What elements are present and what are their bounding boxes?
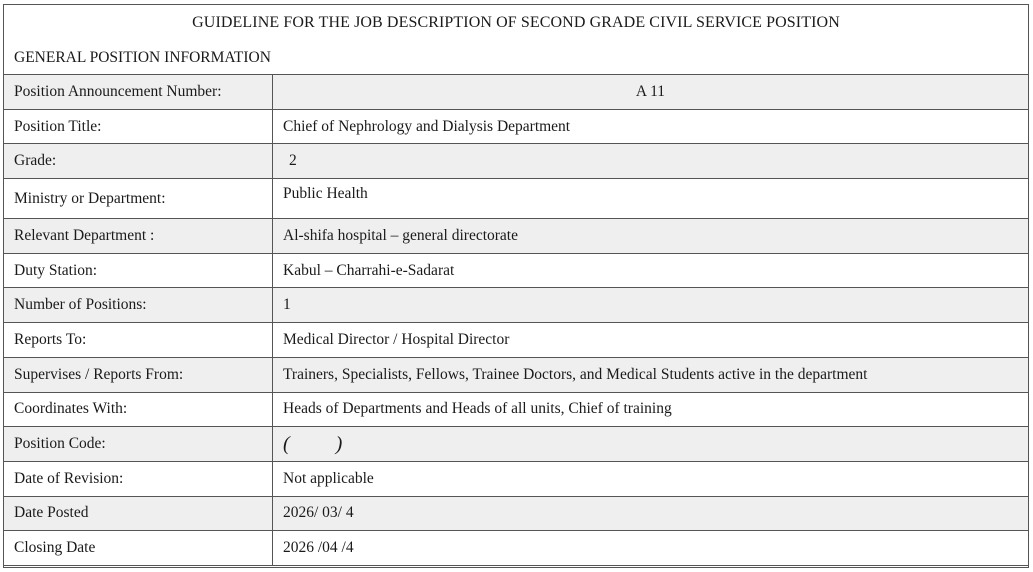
field-label: Duty Station:	[4, 253, 273, 288]
field-value: 1	[273, 288, 1029, 323]
table-row	[4, 288, 1029, 323]
table-row	[4, 531, 1029, 566]
table-row	[4, 75, 1029, 110]
field-label: Reports To:	[4, 323, 273, 358]
field-label: Ministry or Department:	[4, 179, 273, 219]
position-info-table	[3, 74, 1029, 566]
field-value: Medical Director / Hospital Director	[273, 323, 1029, 358]
field-value: Not applicable	[273, 461, 1029, 496]
table-row	[4, 109, 1029, 144]
field-value: 2026/ 03/ 4	[273, 496, 1029, 531]
field-label: Supervises / Reports From:	[4, 357, 273, 392]
field-value: Public Health	[273, 179, 1029, 219]
field-value: A 11	[273, 75, 1029, 110]
field-value: 2026 /04 /4	[273, 531, 1029, 566]
field-value: Heads of Departments and Heads of all units, Chief of training	[273, 392, 1029, 427]
document-title: GUIDELINE FOR THE JOB DESCRIPTION OF SECOND GRADE CIVIL SERVICE POSITION	[192, 14, 840, 31]
field-label: Position Title:	[4, 109, 273, 144]
position-code-value	[273, 427, 1029, 462]
table-row	[4, 427, 1029, 462]
field-label: Position Announcement Number:	[4, 75, 273, 110]
table-row	[4, 253, 1029, 288]
field-value: Trainers, Specialists, Fellows, Trainee Doctors, and Medical Students active in the department	[273, 357, 1029, 392]
table-row	[4, 461, 1029, 496]
table-row	[4, 323, 1029, 358]
field-value: Kabul – Charrahi-e-Sadarat	[273, 253, 1029, 288]
field-label: Date of Revision:	[4, 461, 273, 496]
table-row	[4, 179, 1029, 219]
table-row	[4, 219, 1029, 254]
open-paren: (	[283, 432, 290, 455]
close-paren: )	[335, 432, 343, 455]
field-label: Position Code:	[4, 427, 273, 462]
field-label: Coordinates With:	[4, 392, 273, 427]
table-row	[4, 392, 1029, 427]
table-row	[4, 144, 1029, 179]
table-row	[4, 496, 1029, 531]
field-label: Date Posted	[4, 496, 273, 531]
job-description-document	[3, 4, 1029, 568]
field-value: Al-shifa hospital – general directorate	[273, 219, 1029, 254]
field-value: 2	[273, 144, 1029, 179]
field-label: Grade:	[4, 144, 273, 179]
field-label: Closing Date	[4, 531, 273, 566]
field-label: Number of Positions:	[4, 288, 273, 323]
field-value: Chief of Nephrology and Dialysis Department	[273, 109, 1029, 144]
table-row	[4, 357, 1029, 392]
field-label: Relevant Department :	[4, 219, 273, 254]
section-heading: GENERAL POSITION INFORMATION	[14, 49, 271, 66]
